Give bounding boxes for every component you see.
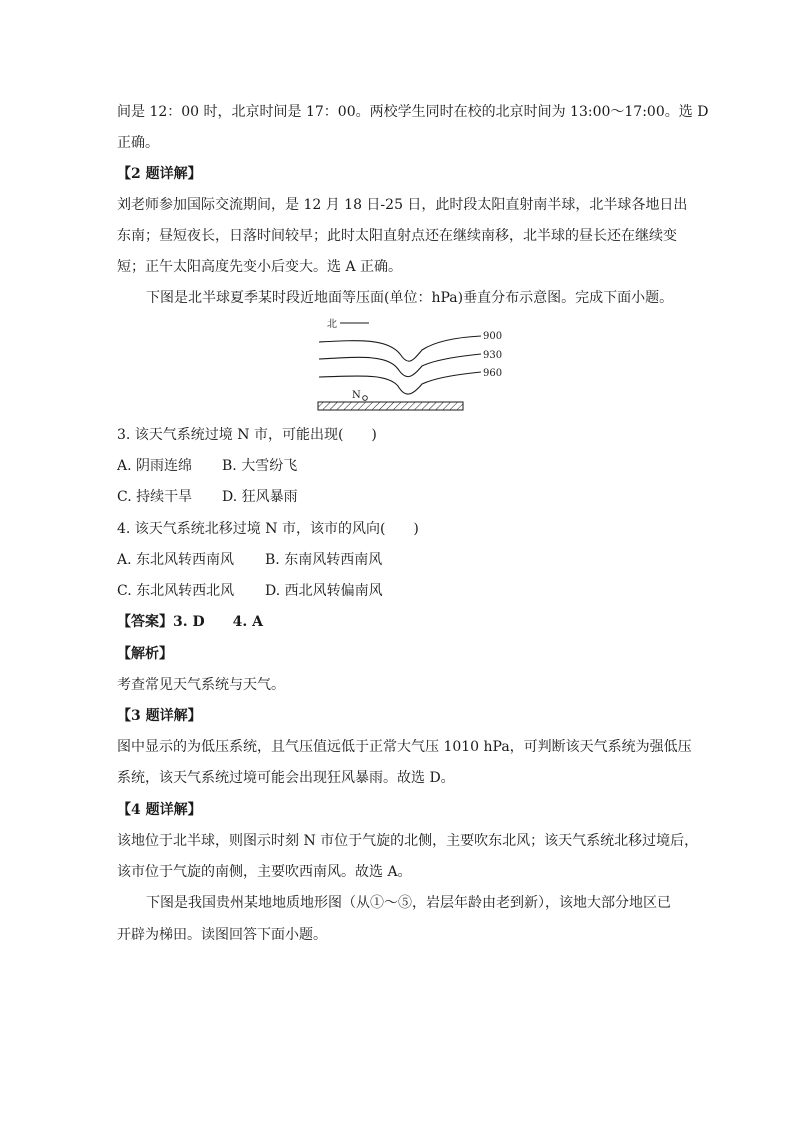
question-intro: 下图是北半球夏季某时段近地面等压面(单位：hPa)垂直分布示意图。完成下面小题。 [146,290,674,306]
text-line: 刘老师参加国际交流期间，是 12 月 18 日-25 日，此时段太阳直射南半球，北半球各地日出 [117,197,688,213]
question-intro: 下图是我国贵州某地地质地形图（从①～⑤，岩层年龄由老到新），该地大部分地区已 [146,895,671,911]
option-3d: D. 狂风暴雨 [222,489,298,505]
option-3c: C. 持续干旱 [117,489,193,505]
text-line: 该市位于气旋的南侧，主要吹西南风。故选 A。 [117,864,412,880]
isobar-diagram [312,314,503,414]
question-4: 4. 该天气系统北移过境 N 市，该市的风向( ) [117,521,419,537]
isobar-960 [319,372,481,394]
text-line: 开辟为梯田。读图回答下面小题。 [117,927,327,943]
option-4d: D. 西北风转偏南风 [265,583,383,599]
option-3b: B. 大雪纷飞 [222,458,298,474]
section-heading: 【3 题详解】 [117,708,202,724]
text-line: 该地位于北半球，则图示时刻 N 市位于气旋的北侧，主要吹东北风；该天气系统北移过境后， [117,833,699,849]
text-line: 考查常见天气系统与天气。 [117,677,285,693]
city-marker-icon [363,396,368,401]
text-line: 系统，该天气系统过境可能会出现狂风暴雨。故选 D。 [117,770,455,786]
analysis-heading: 【解析】 [117,646,173,662]
option-3a: A. 阴雨连绵 [117,458,193,474]
section-heading: 【2 题详解】 [117,166,202,182]
isobar-930 [319,354,481,377]
option-4b: B. 东南风转西南风 [265,552,383,568]
isobar-label-960: 960 [483,368,503,379]
option-4c: C. 东北风转西北风 [117,583,235,599]
ground-surface [318,402,463,410]
isobar-label-930: 930 [483,350,503,361]
question-3: 3. 该天气系统过境 N 市，可能出现( ) [117,427,377,443]
answer-line: 【答案】3. D 4. A [117,614,263,630]
section-heading: 【4 题详解】 [117,802,202,818]
text-line: 图中显示的为低压系统，且气压值远低于正常大气压 1010 hPa，可判断该天气系统为强低压 [117,739,692,755]
isobar-label-900: 900 [483,331,503,342]
option-4a: A. 东北风转西南风 [117,552,235,568]
text-line: 短；正午太阳高度先变小后变大。选 A 正确。 [117,259,403,275]
north-label: 北 [327,319,337,330]
text-line: 正确。 [117,135,159,151]
city-n-label: N [352,390,361,401]
text-line: 东南；昼短夜长，日落时间较早；此时太阳直射点还在继续南移，北半球的昼长还在继续变 [117,228,677,244]
text-line: 间是 12：00 时，北京时间是 17：00。两校学生同时在校的北京时间为 13:00～17:00。选 D [117,104,709,120]
